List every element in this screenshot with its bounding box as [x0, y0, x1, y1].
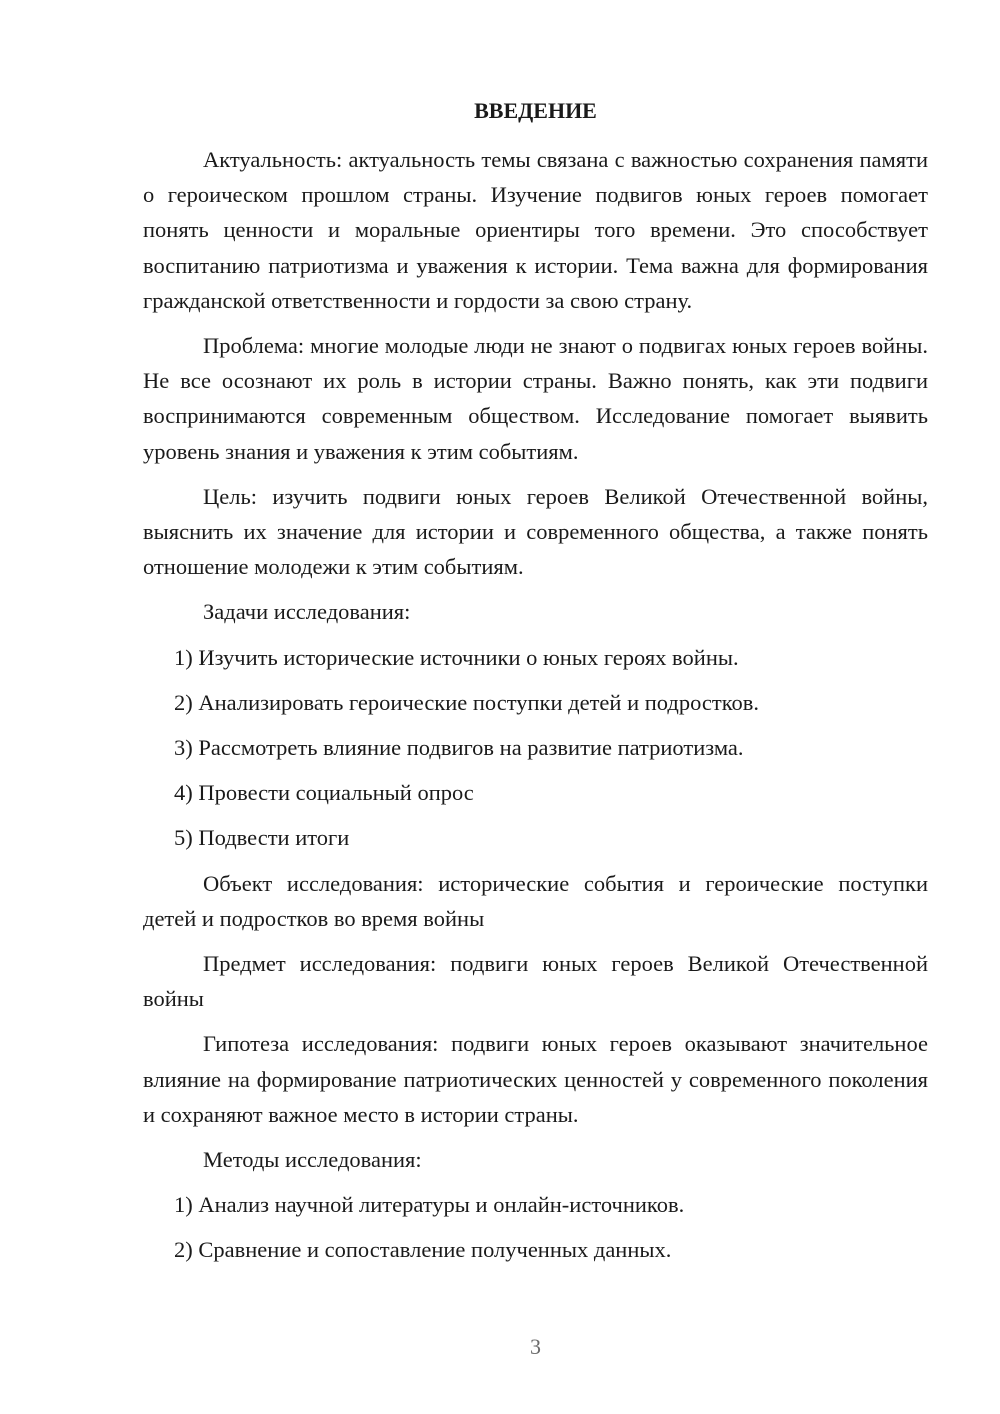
object-paragraph: Объект исследования: исторические события и героические поступки детей и подростков во время войны — [143, 870, 928, 931]
tasks-heading: Задачи исследования: — [203, 599, 411, 625]
task-item-5: 5) Подвести итоги — [174, 825, 350, 851]
task-item-2: 2) Анализировать героические поступки детей и подростков. — [174, 689, 759, 715]
task-item-1: 1) Изучить исторические источники о юных героях войны. — [174, 644, 739, 670]
goal-paragraph: Цель: изучить подвиги юных героев Великой Отечественной войны, выяснить их значение для истории и современного общества, а также понять отношение молодежи к этим событиям. — [143, 483, 928, 580]
section-title: ВВЕДЕНИЕ — [474, 98, 597, 123]
page-number: 3 — [530, 1334, 541, 1359]
document-body — [143, 142, 928, 1278]
method-item-2: 2) Сравнение и сопоставление полученных данных. — [174, 1237, 672, 1263]
methods-heading: Методы исследования: — [203, 1147, 422, 1173]
document-page — [143, 0, 928, 1414]
method-item-1: 1) Анализ научной литературы и онлайн-источников. — [174, 1192, 685, 1218]
relevance-paragraph: Актуальность: актуальность темы связана с важностью сохранения памяти о героическом прошлом страны. Изучение подвигов юных героев помогает понять ценности и моральные ориентиры того времени. Это способствует воспитанию патриотизма и уважения к истории. Тема важна для формирования гражданской ответственности и гордости за свою страну. — [143, 147, 928, 313]
problem-paragraph: Проблема: многие молодые люди не знают о подвигах юных героев войны. Не все осознают их роль в истории страны. Важно понять, как эти подвиги воспринимаются современным обществом. Исследование помогает выявить уровень знания и уважения к этим событиям. — [143, 333, 928, 464]
task-item-3: 3) Рассмотреть влияние подвигов на развитие патриотизма. — [174, 735, 744, 761]
task-item-4: 4) Провести социальный опрос — [174, 780, 474, 806]
subject-paragraph: Предмет исследования: подвиги юных героев Великой Отечественной войны — [143, 951, 928, 1012]
hypothesis-paragraph: Гипотеза исследования: подвиги юных героев оказывают значительное влияние на формирование патриотических ценностей у современного поколения и сохраняют важное место в истории страны. — [143, 1031, 928, 1127]
